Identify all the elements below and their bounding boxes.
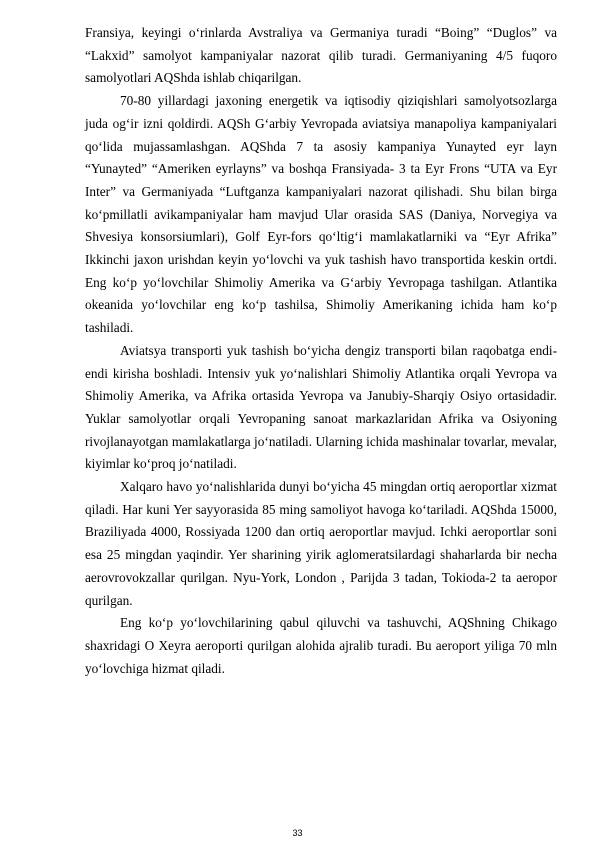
- page-number: 33: [292, 828, 303, 838]
- paragraph-5: Eng ko‘p yo‘lovchilarining qabul qiluvchi va tashuvchi, AQShning Chikago shaxridagi O Xeyra aeroporti qurilgan alohida ajralib turadi. Bu aeroport yiliga 70 mln yo‘lovchiga hizmat qiladi.: [85, 615, 557, 676]
- paragraph-1: Fransiya, keyingi o‘rinlarda Avstraliya va Germaniya turadi “Boing” “Duglos” va “Lakxid” samolyot kampaniyalar nazorat qilib turadi. Germaniyaning 4/5 fuqoro samolyotlari AQShda ishlab chiqarilgan.: [85, 25, 557, 86]
- paragraph-2: 70-80 yillardagi jaxoning energetik va iqtisodiy qiziqishlari samolyotsozlarga juda og‘ir izni qoldirdi. AQSh G‘arbiy Yevropada aviatsiya manapoliya kampaniyalari qo‘lida mujassamlashgan. AQShda 7 ta asosiy kampaniya Yunayted eyr layn “Yunayted” “Ameriken eyrlayns” va boshqa Fransiyada- 3 ta Eyr Frons “UTA va Eyr Inter” va Germaniyada “Luftganza kampaniyalari nazorat qilishadi. Shu bilan birga ko‘pmillatli avikampaniyalar ham mavjud Ular orasida SAS (Daniya, Norvegiya va Shvesiya konsorsiumlari), Golf Eyr-fors qo‘ltig‘i mamlakatlarniki va “Eyr Afrika” Ikkinchi jaxon urishdan keyin yo‘lovchi va yuk tashish havo transportida keskin ortdi. Eng ko‘p yo‘lovchilar Shimoliy Amerika va G‘arbiy Yevropaga tashilgan. Atlantika okeanida yo‘lovchilar eng ko‘p tashilsa, Shimoliy Amerikaning ichida ham ko‘p tashiladi.: [85, 93, 557, 336]
- paragraph-4: Xalqaro havo yo‘nalishlarida dunyi bo‘yicha 45 mingdan ortiq aeroportlar xizmat qiladi. Har kuni Yer sayyorasida 85 ming samoliyot havoga ko‘tariladi. AQShda 15000, Braziliyada 4000, Rossiyada 1200 dan ortiq aeroportlar mavjud. Ichki aeroportlar soni esa 25 mingdan yaqindir. Yer sharining yirik aglomeratsilardagi shaharlarda bir necha aerovrovokzallar qurilgan. Nyu-York, London , Parijda 3 tadan, Tokioda-2 ta aeropor qurilgan.: [85, 479, 557, 608]
- paragraph-3: Aviatsya transporti yuk tashish bo‘yicha dengiz transporti bilan raqobatga endi-endi kirisha boshladi. Intensiv yuk yo‘nalishlari Shimoliy Atlantika orqali Yevropa va Shimoliy Amerika, va Afrika ortasida Yevropa va Janubiy-Sharqiy Osiyo ortasidadir. Yuklar samolyotlar orqali Yevropaning sanoat markazlaridan Afrika va Osiyoning rivojlanayotgan mamlakatlarga jo‘natiladi. Ularning ichida mashinalar tovarlar, mevalar, kiyimlar ko‘proq jo‘natiladi.: [85, 342, 557, 472]
- document-body: [85, 22, 557, 680]
